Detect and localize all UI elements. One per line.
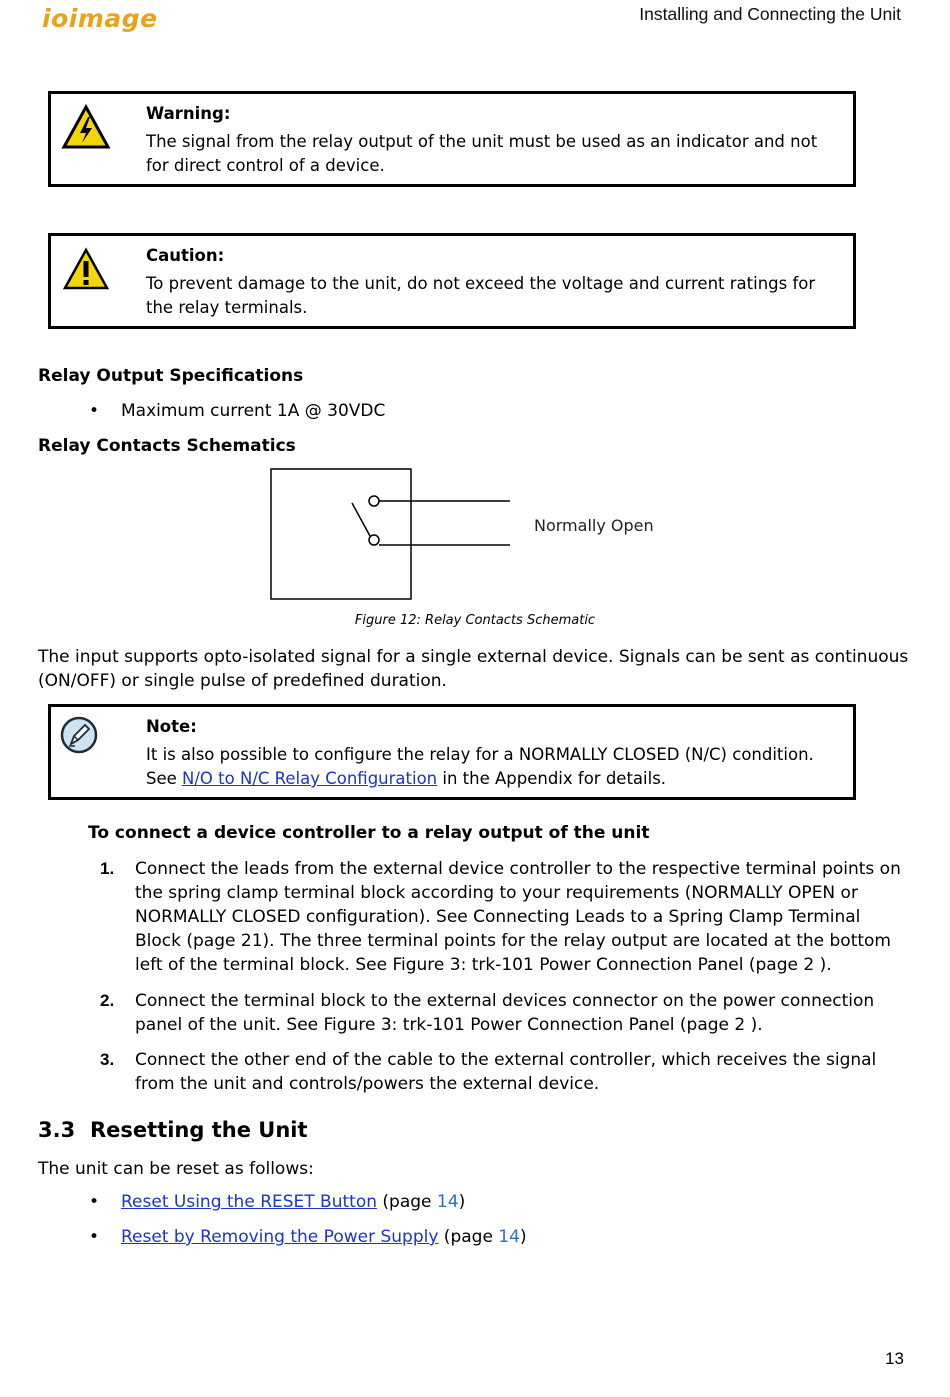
procedure-title: To connect a device controller to a relay output of the unit: [88, 823, 650, 843]
note-box: [48, 704, 856, 800]
no-nc-config-link[interactable]: N/O to N/C Relay Configuration: [182, 769, 438, 788]
step-number: 1.: [100, 859, 115, 878]
page-ref-prefix: (page: [438, 1227, 499, 1247]
caution-text: To prevent damage to the unit, do not exceed the voltage and current ratings for the relay terminals.: [146, 274, 816, 317]
page-ref-suffix: ): [458, 1192, 466, 1212]
step-text: Connect the terminal block to the external devices connector on the power connection panel of the unit. See Figure 3: trk-101 Power Connection Panel (page 2 ).: [135, 991, 875, 1035]
step-text: Connect the other end of the cable to the external controller, which receives the signal from the unit and controls/powers the external device.: [135, 1050, 877, 1094]
normally-open-label: Normally Open: [534, 516, 654, 535]
page-ref-number[interactable]: 14: [436, 1192, 459, 1212]
section-number: 3.3: [38, 1118, 76, 1142]
page-number: 13: [885, 1349, 904, 1368]
list-item: [89, 1227, 527, 1247]
page-ref-suffix: ): [519, 1227, 527, 1247]
exclamation-warning-icon: [61, 246, 111, 292]
note-label: Note:: [146, 717, 197, 736]
step-number: 2.: [100, 991, 115, 1010]
note-text: It is also possible to configure the relay for a NORMALLY CLOSED (N/C) condition. See: [146, 745, 814, 788]
list-item: [89, 401, 386, 421]
list-item: [89, 1192, 466, 1212]
input-paragraph: The input supports opto-isolated signal for a single external device. Signals can be sent as continuous (ON/OFF) or single pulse of predefined duration.: [38, 647, 909, 691]
step-number: 3.: [100, 1050, 115, 1069]
reset-button-link[interactable]: Reset Using the RESET Button: [121, 1192, 378, 1212]
reset-power-link[interactable]: Reset by Removing the Power Supply: [121, 1227, 439, 1247]
step-text: Connect the leads from the external device controller to the respective terminal points on the spring clamp terminal block according to your requirements (NORMALLY OPEN or NORMALLY CLOSED configuration). See Connecting Leads to a Spring Clamp Terminal Block (page 21). The three terminal points for the relay output are located at the bottom left of the terminal block. See Figure 3: trk-101 Power Connection Panel (page 2 ).: [135, 859, 901, 975]
page-ref-number[interactable]: 14: [498, 1227, 520, 1247]
bullet-icon: •: [89, 1192, 100, 1212]
warning-box: [48, 91, 856, 187]
figure-caption: Figure 12: Relay Contacts Schematic: [354, 613, 596, 628]
relay-schematic-diagram: [270, 468, 690, 603]
header-title: Installing and Connecting the Unit: [639, 4, 901, 24]
brand-logo: ioimage: [42, 4, 158, 33]
note-text-after: in the Appendix for details.: [437, 769, 667, 788]
section-heading: [38, 1118, 308, 1142]
bullet-icon: •: [89, 401, 100, 421]
reset-intro: The unit can be reset as follows:: [38, 1159, 314, 1179]
procedure-step: [100, 857, 910, 977]
procedure-step: [100, 1048, 910, 1098]
section-title: Resetting the Unit: [90, 1118, 308, 1142]
caution-label: Caution:: [146, 246, 225, 265]
warning-label: Warning:: [146, 104, 231, 123]
page-ref-prefix: (page: [377, 1192, 437, 1212]
caution-box: [48, 233, 856, 329]
pen-note-icon: [59, 715, 109, 761]
high-voltage-warning-icon: [61, 104, 111, 150]
relay-specs-heading: Relay Output Specifications: [38, 366, 304, 386]
schematic-heading: Relay Contacts Schematics: [38, 436, 296, 456]
bullet-icon: •: [89, 1227, 100, 1247]
procedure-step: [100, 989, 910, 1039]
list-item-text: Maximum current 1A @ 30VDC: [121, 401, 386, 421]
warning-text: The signal from the relay output of the unit must be used as an indicator and not for direct control of a device.: [146, 132, 818, 175]
